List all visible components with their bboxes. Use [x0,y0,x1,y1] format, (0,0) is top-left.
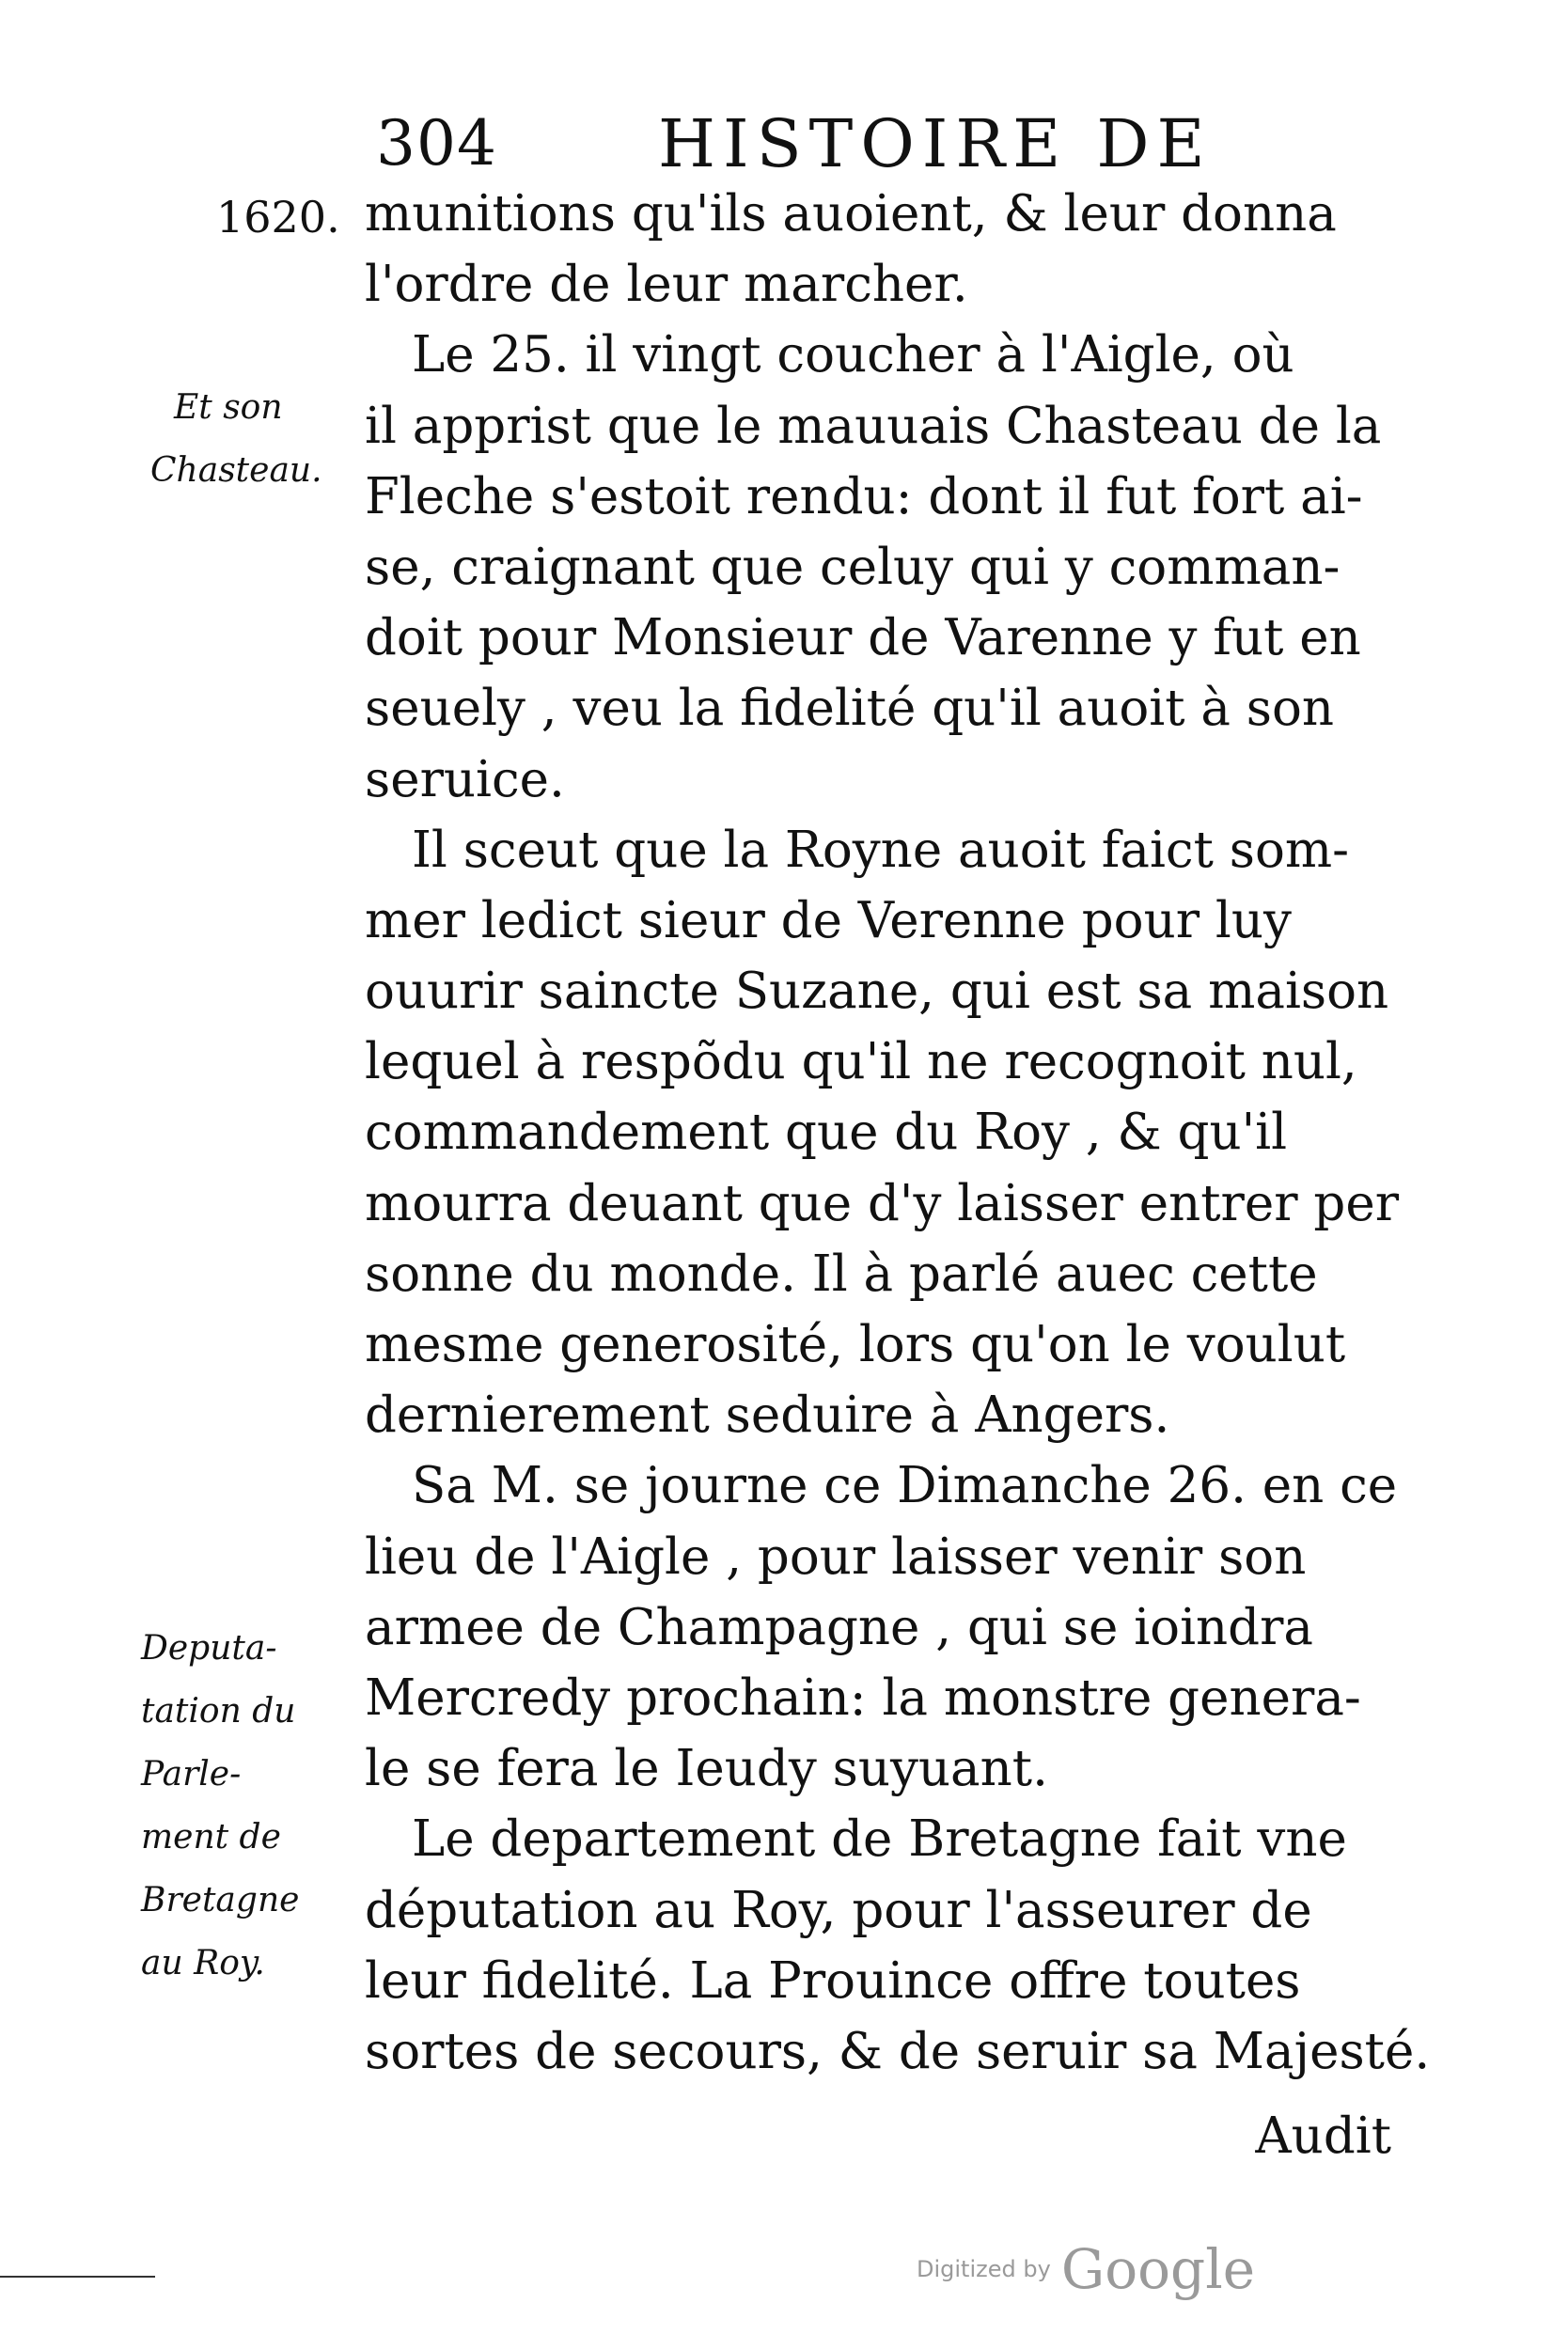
margin-note-deputation [141,1617,357,1995]
text-line: mourra deuant que d'y laisser entrer per [365,1174,1400,1232]
text-line: munitions qu'ils auoient, & leur donna [365,185,1337,243]
text-line: il apprist que le mauuais Chasteau de la [365,397,1382,455]
text-line: commandement que du Roy , & qu'il [365,1104,1288,1162]
text-line: Il sceut que la Royne auoit faict som- [412,821,1350,879]
margin-note-line: Bretagne [141,1881,300,1919]
google-watermark [917,2237,1255,2301]
text-line: Fleche s'estoit rendu: dont il fut fort ai- [365,467,1363,525]
text-line: sortes de secours, & de seruir sa Majesté. [365,2022,1431,2080]
margin-note-line: Chasteau. [150,451,322,490]
running-title: HISTOIRE DE [658,105,1213,182]
google-logo: Google [1060,2237,1256,2301]
text-line: le se fera le Ieudy suyuant. [365,1740,1048,1798]
margin-note-line: Parle- [141,1755,242,1794]
catchword: Audit [1255,2107,1391,2165]
text-line: Mercredy prochain: la monstre genera- [365,1668,1361,1727]
text-line: lequel à respõdu qu'il ne recognoit nul, [365,1033,1357,1091]
text-line: lieu de l'Aigle , pour laisser venir son [365,1528,1307,1586]
text-line: sonne du monde. Il à parlé auec cette [365,1245,1318,1303]
text-line: seruice. [365,750,565,808]
text-line: se, craignant que celuy qui y comman- [365,538,1341,596]
margin-note-line: au Roy. [141,1944,265,1982]
margin-note-line: Deputa- [141,1629,277,1668]
footer-rule [0,2276,155,2278]
margin-note-line: tation du [141,1692,296,1731]
year-marginal: 1620. [216,192,340,243]
text-line: Le departement de Bretagne fait vne [412,1810,1347,1869]
text-line: l'ordre de leur marcher. [365,256,968,314]
text-line: Le 25. il vingt coucher à l'Aigle, où [412,326,1294,384]
body-text [365,179,1431,2087]
page-header [376,102,1260,186]
text-line: dernierement seduire à Angers. [365,1386,1170,1445]
text-line: mer ledict sieur de Verenne pour luy [365,891,1292,949]
margin-note-line: ment de [141,1818,281,1856]
digitized-label: Digitized by [917,2256,1051,2282]
text-line: leur fidelité. La Prouince offre toutes [365,1951,1301,2010]
text-line: députation au Roy, pour l'asseurer de [365,1881,1312,1939]
text-line: seuely , veu la fidelité qu'il auoit à son [365,680,1335,738]
margin-note-chasteau [141,376,357,502]
text-line: doit pour Monsieur de Varenne y fut en [365,609,1361,667]
text-line: Sa M. se journe ce Dimanche 26. en ce [412,1457,1398,1515]
text-line: ouurir saincte Suzane, qui est sa maison [365,963,1389,1021]
margin-note-line: Et son [174,388,283,427]
page-number: 304 [376,107,497,180]
text-line: armee de Champagne , qui se ioindra [365,1598,1314,1656]
text-line: mesme generosité, lors qu'on le voulut [365,1316,1346,1373]
